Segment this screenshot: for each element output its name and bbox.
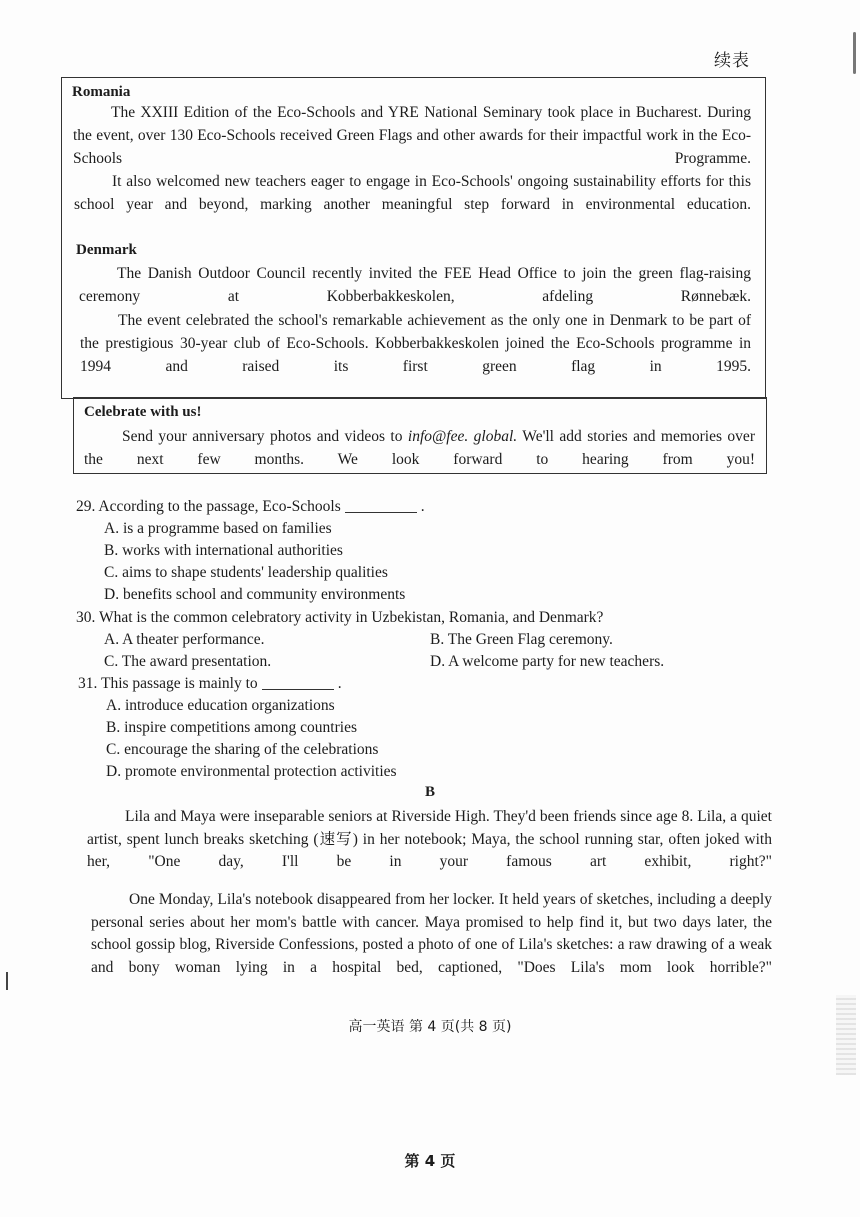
answer-blank <box>262 689 334 690</box>
story-paragraph-2: One Monday, Lila's notebook disappeared from her locker. It held years of sketches, including a deeply personal series about her mom's battle with cancer. Maya promised to help find it, but two days later, the school gossip blog, Riverside Confessions, posted a photo of one of Lila's sketches: a raw drawing of a weak and bony woman lying in a hospital bed, captioned, "Does Lila's mom look horrible?" <box>91 891 772 976</box>
scan-mark <box>6 972 8 990</box>
q31-option-a: A. introduce education organizations <box>106 697 335 714</box>
question-31-stem <box>78 673 342 695</box>
q29-option-c: C. aims to shape students' leadership qualities <box>104 564 388 581</box>
celebrate-text-1: Send your anniversary photos and videos to <box>122 428 408 445</box>
q29-option-d: D. benefits school and community environments <box>104 586 406 603</box>
denmark-paragraph-1: The Danish Outdoor Council recently invited the FEE Head Office to join the green flag-raising ceremony at Kobberbakkeskolen, afdeling Rønnebæk. <box>79 265 751 305</box>
question-30-stem: 30. What is the common celebratory activity in Uzbekistan, Romania, and Denmark? <box>76 609 604 626</box>
celebrate-text-2: We'll add stories and memories over the next few months. We look forward to hearing from you! <box>84 428 755 468</box>
q30-option-c: C. The award presentation. <box>104 653 272 670</box>
romania-paragraph-1: The XXIII Edition of the Eco-Schools and YRE National Seminary took place in Bucharest. During the event, over 130 Eco-Schools received Green Flags and other awards for their impactful work in the Eco-Schools Programme. <box>73 104 751 167</box>
q31-option-d: D. promote environmental protection activities <box>106 763 397 780</box>
q29-period: . <box>420 498 425 515</box>
denmark-heading: Denmark <box>76 242 137 258</box>
section-b-label: B <box>424 784 435 800</box>
q31-option-c: C. encourage the sharing of the celebrations <box>106 741 379 758</box>
romania-heading: Romania <box>72 84 131 100</box>
q29-option-b: B. works with international authorities <box>104 542 343 559</box>
q29-option-a: A. is a programme based on families <box>104 520 332 537</box>
q31-period: . <box>337 675 342 692</box>
email-address: info@fee. global. <box>407 428 518 445</box>
scan-mark <box>853 32 856 74</box>
denmark-paragraph-2: The event celebrated the school's remarkable achievement as the only one in Denmark to be part of the prestigious 30-year club of Eco-Schools. Kobberbakkeskolen joined the Eco-Schools programme in 1994 and raised its first green flag in 1995. <box>80 312 751 375</box>
page-info-footer: 高一英语 第 4 页(共 8 页) <box>348 1019 512 1035</box>
q31-option-b: B. inspire competitions among countries <box>106 719 357 736</box>
romania-paragraph-2: It also welcomed new teachers eager to engage in Eco-Schools' ongoing sustainability efforts for this school year and beyond, marking another meaningful step forward in environmental education. <box>74 173 751 213</box>
celebrate-paragraph <box>84 425 755 471</box>
q29-stem-text: 29. According to the passage, Eco-Schools <box>76 498 341 515</box>
q30-option-d: D. A welcome party for new teachers. <box>430 653 665 670</box>
continuation-label: 续表 <box>714 51 750 70</box>
q30-option-a: A. A theater performance. <box>104 631 265 648</box>
story-paragraph-1: Lila and Maya were inseparable seniors at Riverside High. They'd been friends since age 8. Lila, a quiet artist, spent lunch breaks sketching (速写) in her notebook; Maya, the school running star, often joked with her, "One day, I'll be in your famous art exhibit, right?" <box>87 808 772 870</box>
q30-option-b: B. The Green Flag ceremony. <box>430 631 613 648</box>
question-29-stem <box>76 496 425 518</box>
celebrate-heading: Celebrate with us! <box>84 404 202 420</box>
q31-stem-text: 31. This passage is mainly to <box>78 675 258 692</box>
answer-blank <box>345 512 417 513</box>
page-number: 第 4 页 <box>404 1152 456 1170</box>
